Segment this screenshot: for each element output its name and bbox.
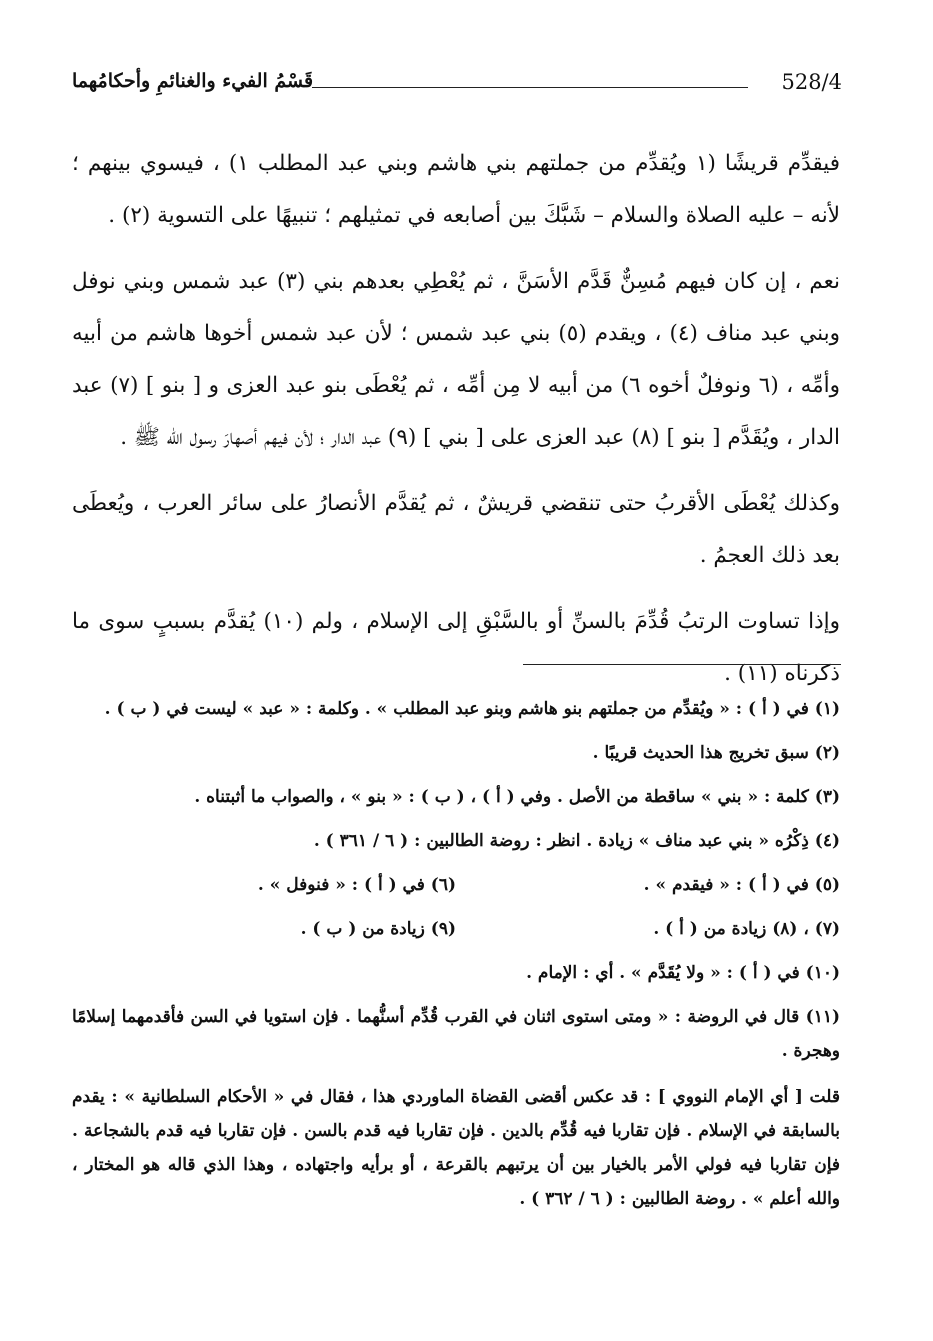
paragraph-1: فيقدِّم قريشًا (١ ويُقدِّم من جملتهم بني هاشم وبني عبد المطلب ١) ، فيسوي بينهم ؛ لأنه – عليه الصلاة والسلام – شَبَّكَ بين أصابعه في تمثيلهم ؛ تنبيهًا على التسوية (٢) . [72,151,840,228]
footnote-9: (٩) زيادة من ( ب ) . [300,919,456,939]
footnote-5: (٥) في ( أ ) : « فيقدم » . [643,875,840,895]
footnotes [72,692,840,1226]
paragraph-2: نعم ، إن كان فيهم مُسِنٌّ قَدَّم الأسَنَّ ، ثم يُعْطِي بعدهم بني (٣) عبد شمس وبني نوفل وبني عبد مناف (٤) ، ويقدم (٥) بني عبد شمس ؛ لأن عبد شمس أخوها هاشم من أبيه وأمِّه ، (٦ ونوفلٌ أخوه ٦) من أبيه لا مِن أمِّه ، ثم يُعْطَى بنو عبد العزى و [ بنو ] (٧) عبد الدار ، ويُقَدَّم [ بنو ] (٨) عبد العزى على [ بني ] (٩) عبد الدار ؛ لأن فيهم أصهارَ رسول الله ﷺ . [72,269,841,450]
paragraph-4: وإذا تساوت الرتبُ قُدِّمَ بالسنِّ أو بالسَّبْقِ إلى الإسلام ، ولم (١٠) يُقدَّم بسببٍ سوى ما ذكرناه (١١) . [72,609,840,686]
header-rule [312,87,748,88]
footnote-row-7-9 [72,912,840,946]
chapter-title: قَسْمُ الفيء والغنائمِ وأحكامُهما [72,70,314,92]
footnote-separator [523,664,841,665]
footnote-6: (٦) في ( أ ) : « فنوفل » . [257,875,456,895]
footnote-1: (١) في ( أ ) : « ويُقدِّم من جملتهم بنو هاشم وبنو عبد المطلب » . وكلمة : « عبد » ليست في ( ب ) . [104,699,840,719]
footnote-4: (٤) ذِكْرُه « بني عبد مناف » زيادة . انظر : روضة الطالبين : ( ٦ / ٣٦١ ) . [313,831,840,851]
running-head [72,70,842,100]
footnote-7-8: (٧) ، (٨) زيادة من ( أ ) . [653,919,840,939]
page-number: 528/4 [781,70,842,94]
footnote-3: (٣) كلمة : « بني » ساقطة من الأصل . وفي ( أ ) ، ( ب ) : « بنو » ، والصواب ما أثبتناه . [194,787,840,807]
footnote-2: (٢) سبق تخريج هذا الحديث قريبًا . [592,743,840,763]
main-text [72,138,840,714]
footnote-row-5-6 [72,868,840,902]
paragraph-3: وكذلك يُعْطَى الأقربُ حتى تنقضي قريشٌ ، ثم يُقدَّم الأنصارُ على سائر العرب ، ويُعطَى بعد ذلك العجمُ . [72,491,840,568]
footnote-11: (١١) قال في الروضة : « ومتى استوى اثنان في القرب قُدِّم أسنُّهما . فإن استويا في السن فأقدمهما إسلامًا وهجرة . [72,1007,840,1061]
footnote-10: (١٠) في ( أ ) : « ولا يُقَدَّم » . أي : الإمام . [526,963,840,983]
footnote-11-continuation: قلت [ أي الإمام النووي ] : قد عكس أقضى القضاة الماوردي هذا ، فقال في « الأحكام السلطانية » : يقدم بالسابقة في الإسلام . فإن تقاربا فيه قُدِّم بالدين . فإن تقاربا فيه قدم بالسن . فإن تقاربا فيه قدم بالشجاعة . فإن تقاربا فيه فولي الأمر بالخيار بين أن يرتبهم بالقرعة ، أو برأيه واجتهاده ، وهذا الذي قاله هو المختار ، والله أعلم » . روضة الطالبين : ( ٦ / ٣٦٢ ) . [72,1087,840,1209]
